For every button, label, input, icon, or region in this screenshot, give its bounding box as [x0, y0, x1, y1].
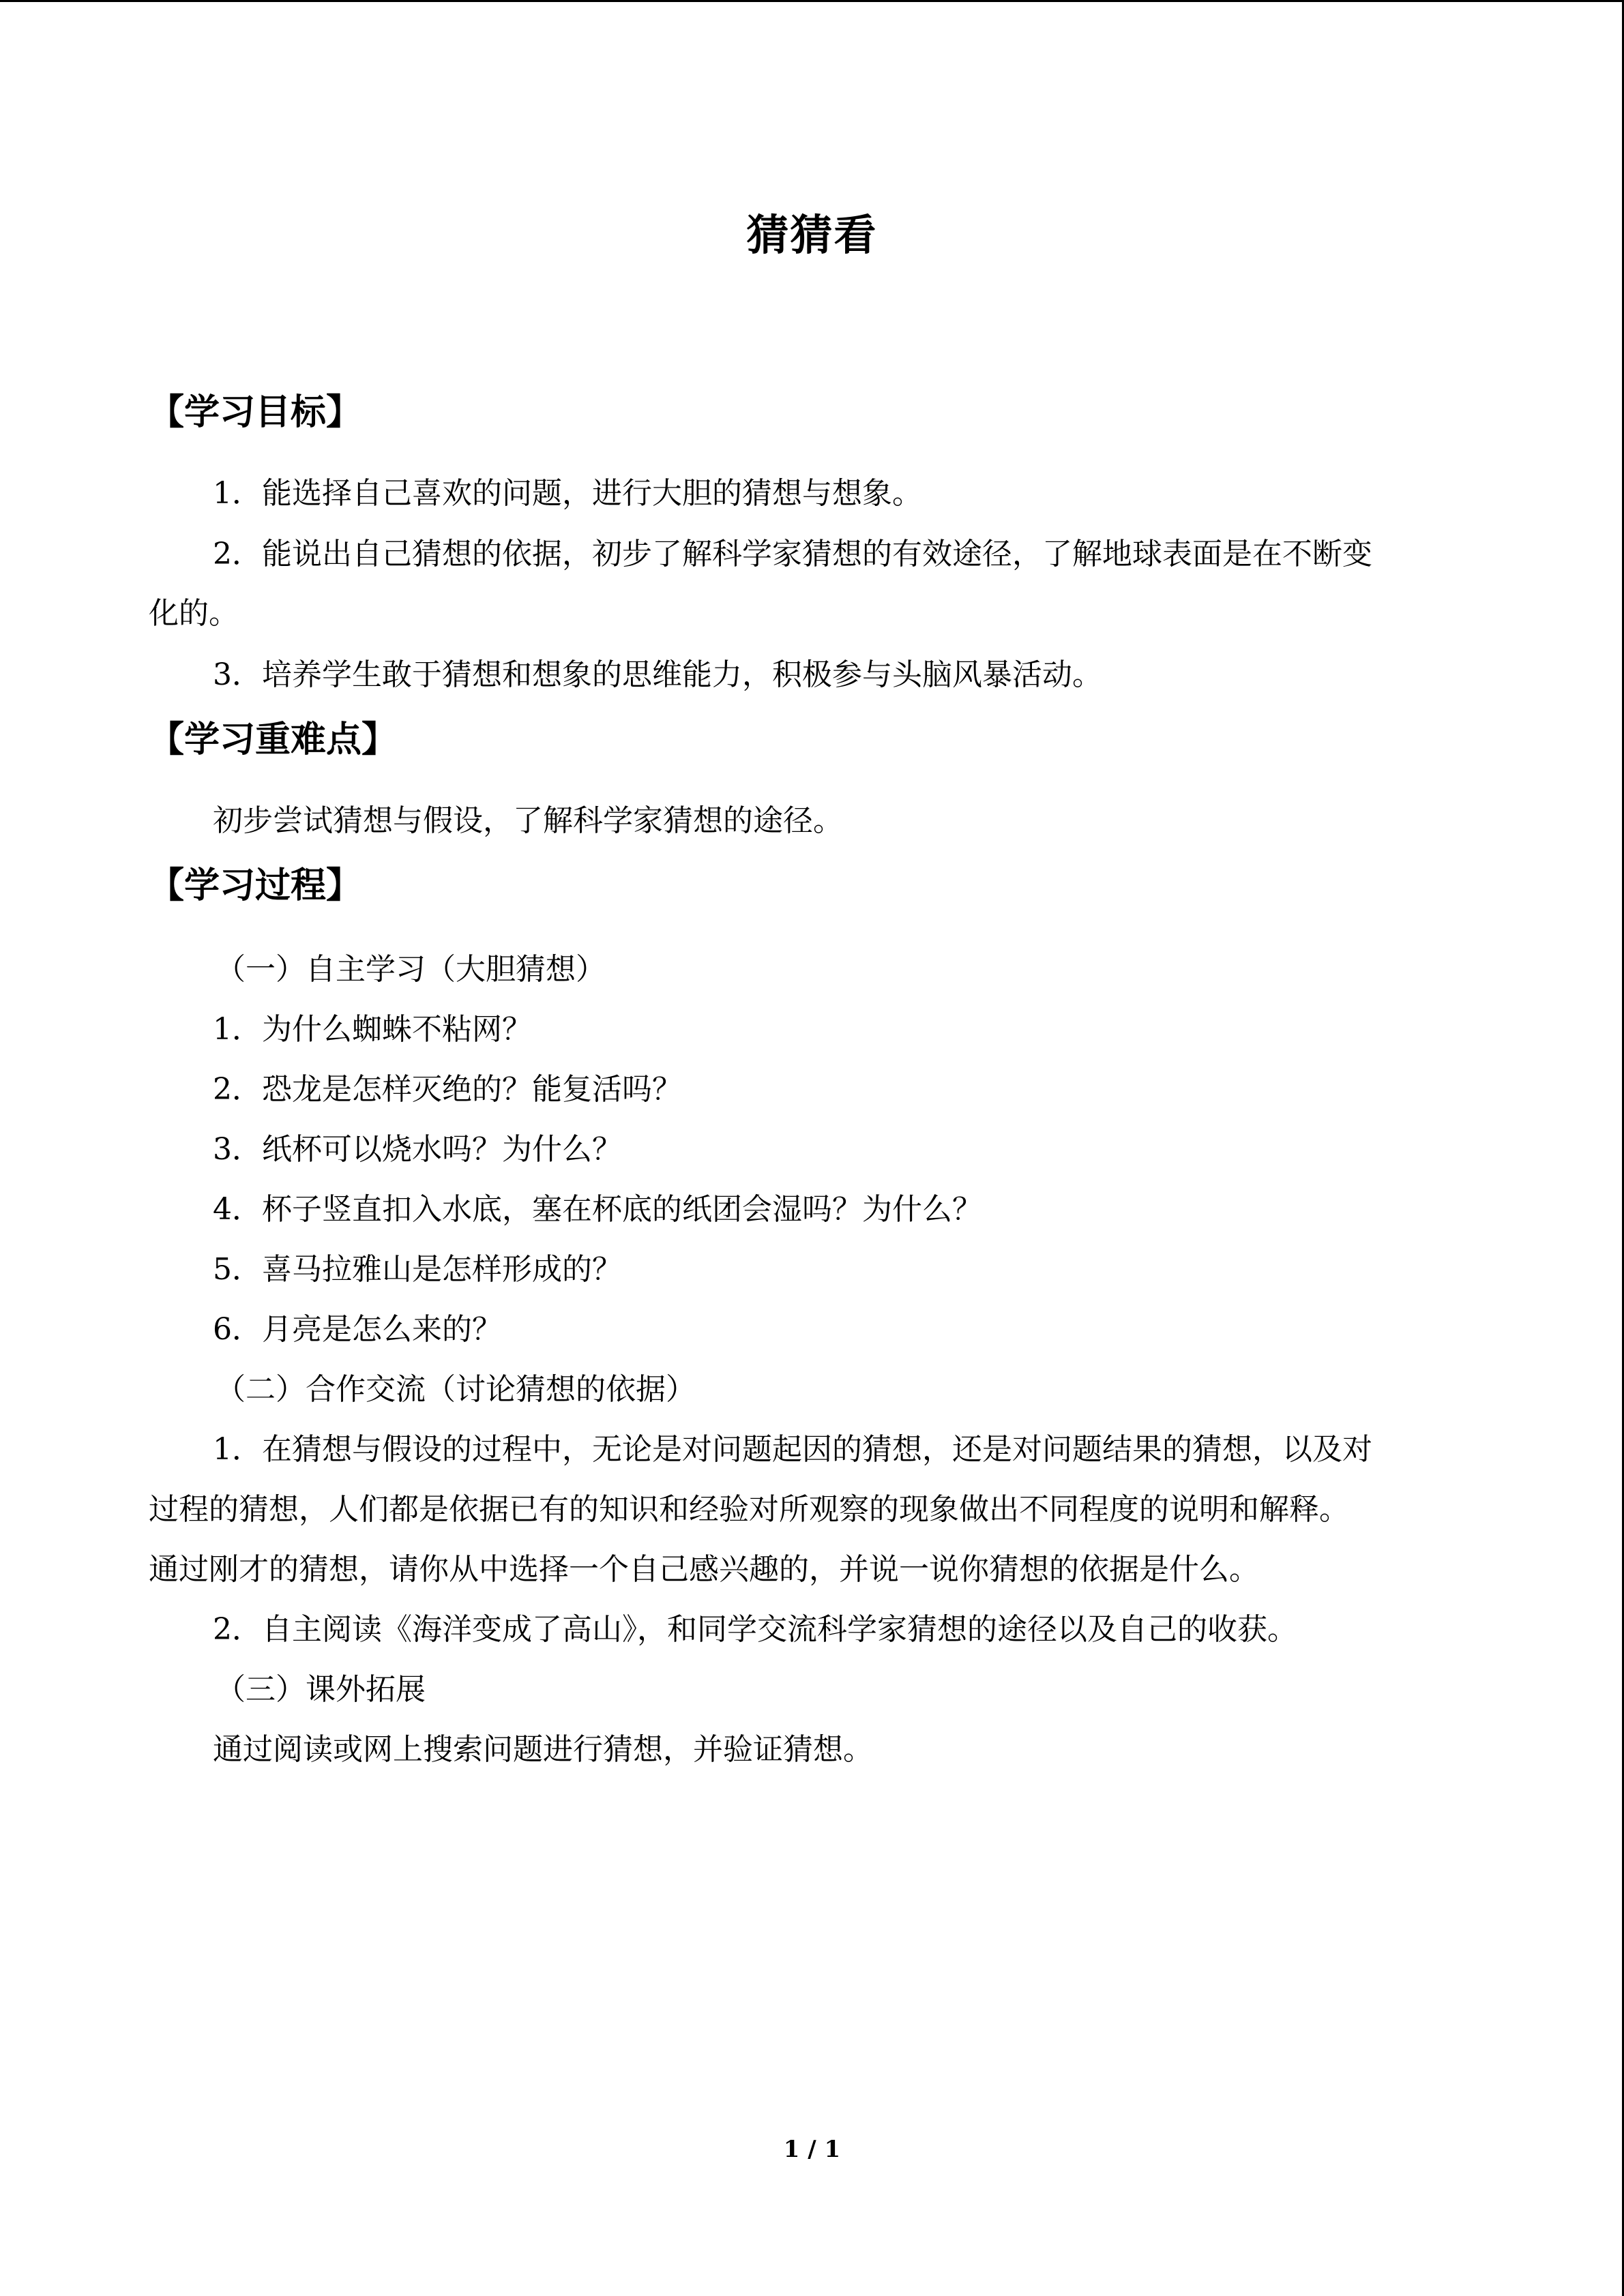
question-1: 1．为什么蜘蛛不粘网？: [213, 1012, 532, 1047]
part2-line-2: 过程的猜想，人们都是依据已有的知识和经验对所观察的现象做出不同程度的说明和解释。: [149, 1492, 1349, 1527]
goal-item-3: 3．培养学生敢于猜想和想象的思维能力，积极参与头脑风暴活动。: [213, 657, 1102, 692]
page-title: 猜猜看: [746, 210, 878, 260]
part1-title: （一）自主学习（大胆猜想）: [216, 952, 606, 987]
question-3: 3．纸杯可以烧水吗？为什么？: [213, 1132, 622, 1167]
question-4: 4．杯子竖直扣入水底，塞在杯底的纸团会湿吗？为什么？: [213, 1192, 982, 1227]
heading-learning-process: 【学习过程】: [149, 865, 362, 906]
question-5: 5．喜马拉雅山是怎样形成的？: [213, 1252, 622, 1287]
question-6: 6．月亮是怎么来的？: [213, 1312, 502, 1347]
part2-line-4: 2．自主阅读《海洋变成了高山》，和同学交流科学家猜想的途径以及自己的收获。: [213, 1612, 1297, 1647]
goal-item-1: 1．能选择自己喜欢的问题，进行大胆的猜想与想象。: [213, 476, 922, 511]
goal-item-2-continued: 化的。: [149, 596, 239, 631]
part3-text: 通过阅读或网上搜索问题进行猜想，并验证猜想。: [213, 1732, 873, 1767]
heading-learning-goals: 【学习目标】: [149, 392, 362, 433]
part2-line-1: 1．在猜想与假设的过程中，无论是对问题起因的猜想，还是对问题结果的猜想，以及对: [213, 1432, 1372, 1467]
part2-line-3: 通过刚才的猜想，请你从中选择一个自己感兴趣的，并说一说你猜想的依据是什么。: [149, 1552, 1259, 1587]
key-points-text: 初步尝试猜想与假设，了解科学家猜想的途径。: [213, 803, 843, 838]
part3-title: （三）课外拓展: [216, 1672, 426, 1707]
part2-title: （二）合作交流（讨论猜想的依据）: [216, 1372, 696, 1407]
goal-item-2: 2．能说出自己猜想的依据，初步了解科学家猜想的有效途径，了解地球表面是在不断变: [213, 537, 1372, 571]
question-2: 2．恐龙是怎样灭绝的？能复活吗？: [213, 1072, 682, 1107]
page-number: 1 / 1: [783, 2136, 841, 2163]
heading-key-points: 【学习重难点】: [149, 719, 398, 760]
